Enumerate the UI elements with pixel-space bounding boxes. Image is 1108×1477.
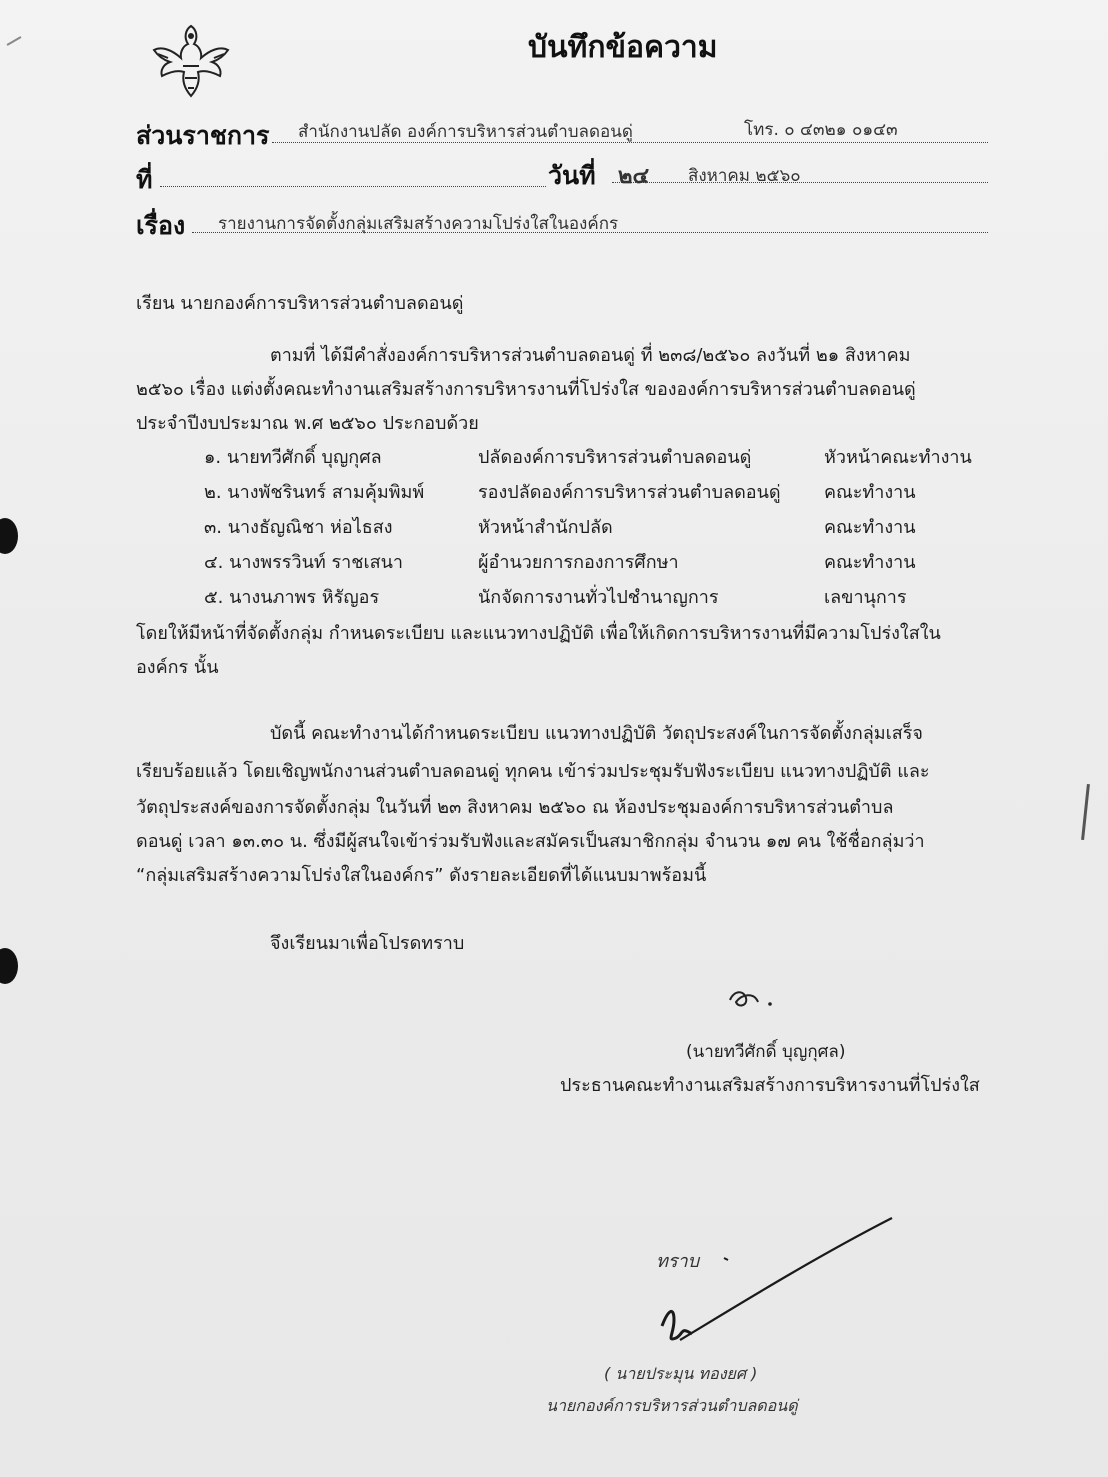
member-name: ๔. นางพรรวินท์ ราชเสนา	[204, 552, 404, 573]
member-role: คณะทำงาน	[824, 517, 916, 538]
member-name: ๕. นางนภาพร หิรัญอร	[204, 587, 380, 608]
paragraph-line: ประจำปีงบประมาณ พ.ศ ๒๕๖๐ ประกอบด้วย	[136, 413, 479, 434]
paragraph-line: โดยให้มีหน้าที่จัดตั้งกลุ่ม กำหนดระเบียบ และแนวทางปฏิบัติ เพื่อให้เกิดการบริหารงานที่มีความโปร่งใสใน	[136, 623, 941, 644]
member-role: คณะทำงาน	[824, 552, 916, 573]
member-position: นักจัดการงานทั่วไปชำนาญการ	[478, 587, 719, 608]
signatory-2-title: นายกองค์การบริหารส่วนตำบลดอนดู่	[546, 1396, 798, 1415]
member-role: คณะทำงาน	[824, 482, 916, 503]
punch-hole	[0, 948, 18, 984]
document-title: บันทึกข้อความ	[528, 30, 718, 65]
signatory-1-title: ประธานคณะทำงานเสริมสร้างการบริหารงานที่โปร่งใส	[560, 1075, 980, 1096]
department-label: ส่วนราชการ	[136, 121, 270, 150]
member-role: เลขานุการ	[824, 587, 907, 608]
department-value: สำนักงานปลัด องค์การบริหารส่วนตำบลดอนดู่	[298, 122, 633, 142]
salutation: เรียน นายกองค์การบริหารส่วนตำบลดอนดู่	[136, 293, 464, 314]
signatory-2-name: ( นายประมุน ทองยศ )	[604, 1364, 758, 1383]
reference-dotline	[160, 186, 546, 187]
handwritten-signature-2	[640, 1210, 910, 1360]
edge-mark	[1081, 784, 1090, 840]
paragraph-line: บัดนี้ คณะทำงานได้กำหนดระเบียบ แนวทางปฏิบัติ วัตถุประสงค์ในการจัดตั้งกลุ่มเสร็จ	[270, 723, 923, 744]
paragraph-line: ดอนดู่ เวลา ๑๓.๓๐ น. ซึ่งมีผู้สนใจเข้าร่วมรับฟังและสมัครเป็นสมาชิกกลุ่ม จำนวน ๑๗ คน ใช้ชื่อกลุ่มว่า	[136, 831, 925, 852]
member-position: ปลัดองค์การบริหารส่วนตำบลดอนดู่	[478, 447, 752, 468]
paragraph-line: ๒๕๖๐ เรื่อง แต่งตั้งคณะทำงานเสริมสร้างการบริหารงานที่โปร่งใส ขององค์การบริหารส่วนตำบลดอนดู่	[136, 379, 916, 400]
member-name: ๓. นางธัญณิชา ห่อไธสง	[204, 517, 393, 538]
member-role: หัวหน้าคณะทำงาน	[824, 447, 972, 468]
date-day: ๒๔	[618, 164, 650, 189]
corner-mark	[7, 36, 22, 46]
member-position: หัวหน้าสำนักปลัด	[478, 517, 613, 538]
paragraph-line: วัตถุประสงค์ของการจัดตั้งกลุ่ม ในวันที่ ๒๓ สิงหาคม ๒๕๖๐ ณ ห้องประชุมองค์การบริหารส่วนตำบล	[136, 797, 894, 818]
garuda-emblem-icon	[150, 16, 232, 104]
signatory-1-name: (นายทวีศักดิ์ บุญกุศล)	[686, 1042, 846, 1062]
subject-label: เรื่อง	[136, 211, 186, 240]
date-label: วันที่	[548, 161, 596, 190]
member-position: รองปลัดองค์การบริหารส่วนตำบลดอนดู่	[478, 482, 781, 503]
handwritten-signature-1	[724, 984, 784, 1014]
punch-hole	[0, 518, 18, 554]
paragraph-line: ตามที่ ได้มีคำสั่งองค์การบริหารส่วนตำบลดอนดู่ ที่ ๒๓๘/๒๕๖๐ ลงวันที่ ๒๑ สิงหาคม	[270, 345, 911, 366]
paragraph-line: “กลุ่มเสริมสร้างความโปร่งใสในองค์กร” ดังรายละเอียดที่ได้แนบมาพร้อมนี้	[136, 865, 707, 886]
acknowledged-note: ทราบ	[656, 1251, 700, 1272]
member-position: ผู้อำนวยการกองการศึกษา	[478, 552, 679, 573]
paragraph-line: เรียบร้อยแล้ว โดยเชิญพนักงานส่วนตำบลดอนดู่ ทุกคน เข้าร่วมประชุมรับฟังระเบียบ แนวทางปฏิบัติ และ	[136, 761, 930, 782]
member-name: ๑. นายทวีศักดิ์ บุญกุศล	[204, 447, 382, 468]
member-name: ๒. นางพัชรินทร์ สามคุ้มพิมพ์	[204, 482, 425, 503]
date-value: สิงหาคม ๒๕๖๐	[688, 166, 801, 186]
closing-text: จึงเรียนมาเพื่อโปรดทราบ	[270, 933, 465, 954]
subject-value: รายงานการจัดตั้งกลุ่มเสริมสร้างความโปร่งใสในองค์กร	[218, 214, 619, 234]
reference-label: ที่	[136, 165, 153, 194]
phone-value: โทร. ๐ ๔๓๒๑ ๐๑๔๓	[744, 120, 898, 140]
paragraph-line: องค์กร นั้น	[136, 657, 219, 678]
